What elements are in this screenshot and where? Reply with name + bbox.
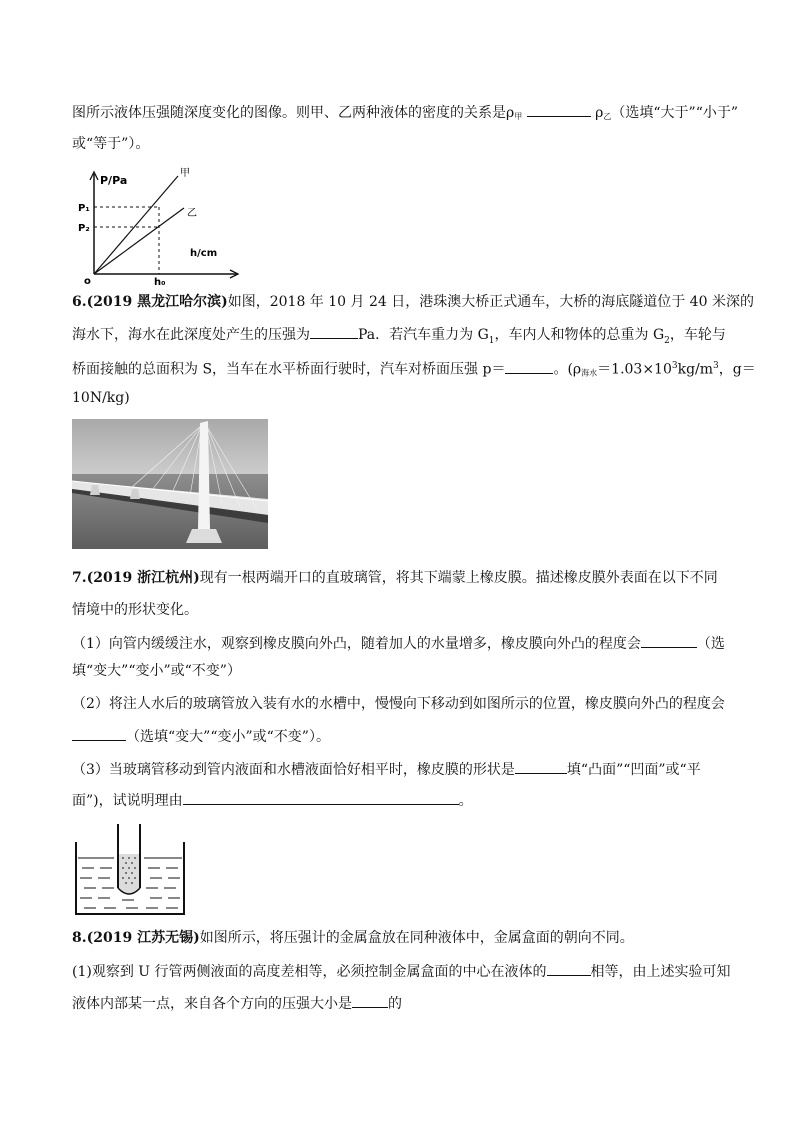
- blank-q8-1[interactable]: [547, 961, 591, 976]
- q8-line-2: [72, 961, 731, 982]
- subscript: 1: [488, 335, 495, 346]
- superscript: 3: [671, 361, 678, 371]
- q7-part2-line-1: [72, 694, 725, 714]
- q7-part1-line-1: [72, 633, 725, 654]
- tube-in-tank-diagram: [74, 824, 188, 918]
- rubber-membrane: [118, 888, 140, 894]
- blank-q6-2[interactable]: [505, 359, 553, 374]
- text: 。: [458, 793, 473, 809]
- question-source: (2019 黑龙江哈尔滨): [86, 294, 228, 310]
- text: （1）向管内缓缓注水，观察到橡皮膜向外凸，随着加人的水量增多，橡皮膜向外凸的程度会: [72, 636, 641, 652]
- origin-label: o: [84, 276, 91, 287]
- tick-p1: P₁: [78, 203, 90, 214]
- text: 海水下，海水在此深度处产生的压强为: [72, 327, 310, 343]
- text: (1)观察到 U 行管两侧液面的高度差相等，必须控制金属盒面的中心在液体的: [72, 964, 547, 980]
- text: 液体内部某一点，来自各个方向的压强大小是: [72, 996, 352, 1012]
- text: 的: [388, 996, 402, 1012]
- question-source: (2019 浙江杭州): [86, 570, 200, 586]
- q7-line-1: [72, 568, 718, 588]
- line-jia: [94, 176, 178, 274]
- tick-p2: P₂: [78, 223, 90, 234]
- q7-part2-line-2: [72, 726, 330, 747]
- q5-line-1: [72, 102, 738, 127]
- pressure-depth-graph: [80, 166, 250, 286]
- text: Pa．若汽车重力为 G: [358, 327, 489, 343]
- subscript: 海水: [581, 368, 598, 378]
- q6-line-2: [72, 324, 726, 351]
- text: ρ: [595, 105, 604, 121]
- text: 面”)，试说明理由: [72, 793, 183, 809]
- blank-q7-4[interactable]: [183, 790, 459, 805]
- text: 如图，2018 年 10 月 24 日，港珠澳大桥正式通车，大桥的海底隧道位于 40 米深的: [227, 294, 754, 310]
- y-axis-label: P/Pa: [100, 174, 128, 187]
- text: 填“变大”“变小”或“不变”）: [72, 663, 241, 679]
- blank-q7-1[interactable]: [641, 633, 697, 648]
- text: 或“等于”）。: [72, 136, 150, 152]
- text: kg/m: [677, 361, 714, 378]
- text: 桥面接触的总面积为 S，当车在水平桥面行驶时，汽车对桥面压强 p＝: [72, 361, 506, 378]
- superscript: 3: [713, 361, 719, 371]
- label-yi: 乙: [187, 208, 197, 219]
- q8-line-1: [72, 928, 634, 948]
- bridge-photo: [72, 419, 268, 549]
- line-yi: [94, 208, 184, 274]
- blank-q5-1[interactable]: [527, 102, 591, 117]
- q6-line-3: [72, 356, 756, 384]
- subscript-yi: 乙: [603, 112, 612, 121]
- text: ，g＝: [718, 361, 756, 378]
- q7-part1-line-2: [72, 661, 241, 681]
- text: 。(ρ: [553, 361, 582, 378]
- x-axis-label: h/cm: [190, 248, 218, 259]
- text: 填“凸面”“凹面”或“平: [566, 762, 701, 778]
- text: ＝1.03×10: [597, 361, 672, 378]
- subscript-jia: 甲: [514, 112, 523, 121]
- q8-line-3: [72, 993, 402, 1014]
- text: 情境中的形状变化。: [72, 602, 198, 618]
- question-source: (2019 江苏无锡): [86, 930, 200, 946]
- blank-q6-1[interactable]: [310, 324, 358, 339]
- q7-part3-line-1: [72, 759, 701, 780]
- q6-line-4: [72, 388, 130, 408]
- text: （选填“大于”“小于”: [611, 105, 739, 121]
- q7-line-2: [72, 600, 198, 620]
- q7-part3-line-2: [72, 790, 473, 811]
- text: 图所示液体压强随深度变化的图像。则甲、乙两种液体的密度的关系是ρ: [72, 105, 515, 121]
- subscript: 2: [664, 335, 670, 346]
- q5-line-2: [72, 134, 149, 154]
- question-number: 6.: [72, 294, 87, 310]
- text: 10N/kg): [72, 390, 130, 406]
- question-number: 8.: [72, 930, 87, 946]
- q6-line-1: [72, 292, 754, 312]
- blank-q7-2[interactable]: [72, 726, 126, 741]
- blank-q7-3[interactable]: [515, 759, 567, 774]
- text: 现有一根两端开口的直玻璃管，将其下端蒙上橡皮膜。描述橡皮膜外表面在以下不同: [199, 570, 718, 586]
- text: （选: [696, 636, 725, 652]
- text: ，车轮与: [669, 327, 726, 343]
- text: （3）当玻璃管移动到管内液面和水槽液面恰好相平时，橡皮膜的形状是: [72, 762, 515, 778]
- text: （选填“变大”“变小”或“不变”）。: [126, 729, 330, 745]
- label-jia: 甲: [180, 168, 190, 179]
- text: （2）将注人水后的玻璃管放入装有水的水槽中，慢慢向下移动到如图所示的位置，橡皮膜向外凸的程度会: [72, 696, 725, 712]
- text: 相等，由上述实验可知: [590, 964, 731, 980]
- tick-h0: h₀: [154, 277, 166, 288]
- tube-water: [119, 854, 139, 890]
- question-number: 7.: [72, 570, 87, 586]
- text: 如图所示，将压强计的金属盒放在同种液体中，金属盒面的朝向不同。: [199, 930, 634, 946]
- blank-q8-2[interactable]: [352, 993, 388, 1008]
- text: ，车内人和物体的总重为 G: [494, 327, 665, 343]
